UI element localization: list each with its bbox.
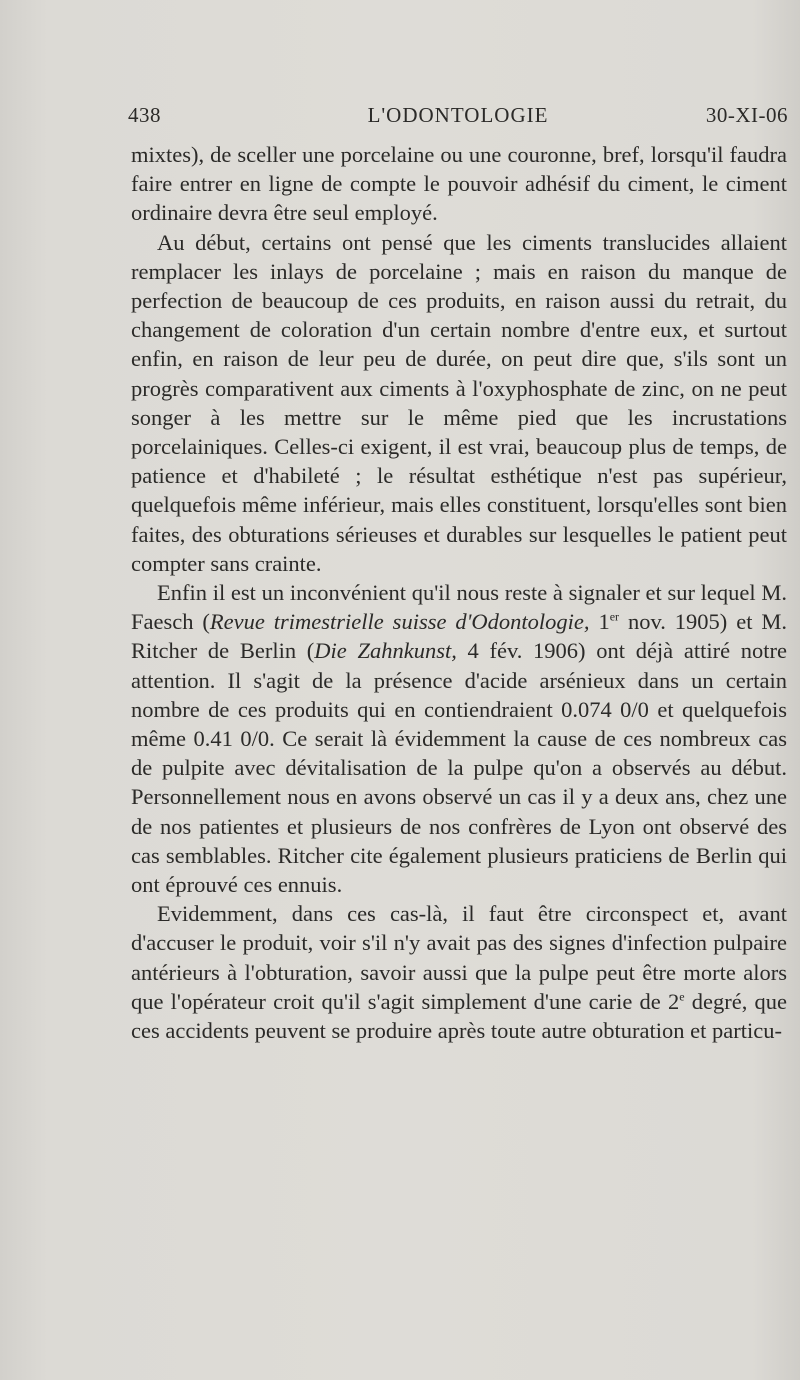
paragraph-3-text-a: Enfin il est un inconvénient qu'il nous reste à signaler et sur lequel M. Faesch ( — [131, 580, 787, 635]
paragraph-2: Au début, certains ont pensé que les ciments translucides allaient remplacer les inlays de porcelaine ; mais en raison du manque de perfection de beaucoup de ces produits, en raison aussi du retrait, du changement de coloration d'un certain nombre d'entre eux, et surtout enfin, en raison de leur peu de durée, on peut dire que, s'ils sont un progrès comparativent aux ciments à l'oxyphosphate de zinc, on ne peut songer à les mettre sur le même pied que les incrustations porcelainiques. Celles-ci exigent, il est vrai, beaucoup plus de temps, de patience et d'habileté ; le résultat esthétique n'est pas supérieur, quelquefois même inférieur, mais elles constituent, lorsqu'elles sont bien faites, des obturations sérieuses et durables sur lesquelles le patient peut compter sans crainte. — [131, 229, 787, 576]
citation-revue-trimestrielle: Revue trimestrielle suisse d'Odontologie, — [209, 609, 590, 635]
paragraph-3-text-d: 4 fév. 1906) ont déjà attiré notre attention. Il s'agit de la présence d'acide arsénieux dans un certain nombre de ces produits qui en contiendraient 0.074 0/0 et quelquefois même 0.41 0/0. Ce serait là évidemment la cause de ces nombreux cas de pulpite avec dévitalisation de la pulpe qu'on a observés au début. Personnellement nous en avons observé un cas il y a deux ans, chez une de nos patientes et plusieurs de nos confrères de Lyon ont observé des cas semblables. Ritcher cite également plusieurs praticiens de Berlin qui ont éprouvé ces ennuis. — [131, 638, 787, 898]
body-text — [131, 140, 787, 1045]
superscript-e: e — [679, 989, 685, 1004]
paragraph-4-text-b: degré, que ces accidents peuvent se produire après toute autre obturation et particu- — [131, 988, 787, 1044]
superscript-er: er — [609, 609, 620, 624]
paragraph-1: mixtes), de sceller une porcelaine ou une couronne, bref, lorsqu'il faudra faire entrer en ligne de compte le pouvoir adhésif du ciment, le ciment ordinaire devra être seul employé. — [131, 142, 787, 226]
paragraph-3-text-c: nov. 1905) et M. Ritcher de Berlin ( — [131, 609, 788, 664]
journal-title: L'ODONTOLOGIE — [367, 103, 549, 127]
running-head — [128, 103, 788, 133]
page-number: 438 — [128, 103, 161, 127]
paragraph-4-text-a: Evidemment, dans ces cas-là, il faut être circonspect et, avant d'accuser le produit, voir s'il n'y avait pas des signes d'infection pulpaire antérieurs à l'obturation, savoir aussi que la pulpe peut être morte alors que l'opérateur croit qu'il s'agit simplement d'une carie de 2 — [131, 901, 787, 1014]
paragraph-4 — [131, 899, 787, 1045]
citation-die-zahnkunst: Die Zahnkunst, — [314, 638, 457, 664]
issue-date: 30-XI-06 — [705, 103, 788, 127]
paragraph-3-text-b: 1 — [589, 609, 610, 635]
paragraph-3 — [131, 578, 787, 899]
